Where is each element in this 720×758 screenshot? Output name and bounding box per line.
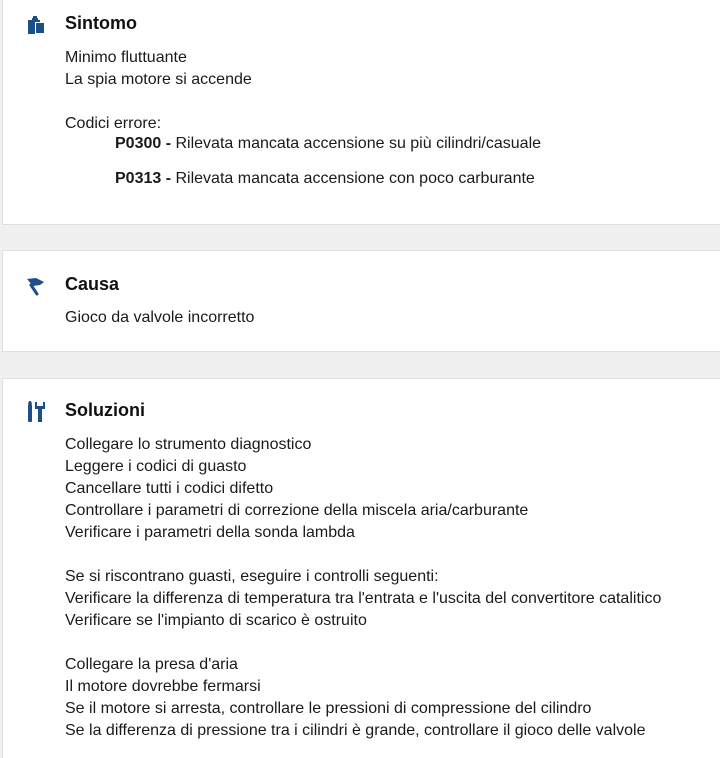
clipboard-icon bbox=[25, 14, 47, 36]
solutions-card bbox=[2, 378, 720, 758]
symptom-card bbox=[2, 0, 720, 225]
cause-title: Causa bbox=[65, 274, 120, 294]
solutions-lines bbox=[65, 434, 661, 742]
cause-card bbox=[2, 250, 720, 352]
codes-label: Codici errore: bbox=[65, 115, 162, 132]
solution-step: Collegare lo strumento diagnostico bbox=[65, 436, 312, 453]
solution-step: Controllare i parametri di correzione della miscela aria/carburante bbox=[65, 502, 529, 519]
error-code: P0300 bbox=[115, 135, 162, 152]
error-description: Rilevata mancata accensione su più cilindri/casuale bbox=[175, 135, 542, 152]
symptom-lines bbox=[65, 47, 252, 135]
symptom-line: La spia motore si accende bbox=[65, 71, 252, 88]
cause-line: Gioco da valvole incorretto bbox=[65, 309, 255, 326]
solution-step: Verificare se l'impianto di scarico è ostruito bbox=[65, 612, 367, 629]
symptom-header bbox=[25, 13, 137, 36]
solution-step: Il motore dovrebbe fermarsi bbox=[65, 678, 261, 695]
solution-step: Se il motore si arresta, controllare le pressioni di compressione del cilindro bbox=[65, 700, 592, 717]
error-description: Rilevata mancata accensione con poco carburante bbox=[175, 170, 535, 187]
cause-header bbox=[25, 274, 120, 297]
symptom-title: Sintomo bbox=[65, 13, 137, 33]
solution-step: Se la differenza di pressione tra i cilindri è grande, controllare il gioco delle valvole bbox=[65, 722, 646, 739]
solution-step: Se si riscontrano guasti, eseguire i controlli seguenti: bbox=[65, 568, 439, 585]
error-code-row: P0313 - Rilevata mancata accensione con poco carburante bbox=[115, 170, 535, 187]
solutions-title: Soluzioni bbox=[65, 400, 145, 420]
solution-step: Leggere i codici di guasto bbox=[65, 458, 247, 475]
flag-icon bbox=[25, 275, 47, 297]
tools-icon bbox=[25, 401, 47, 423]
cause-lines bbox=[65, 307, 254, 329]
solution-step: Collegare la presa d'aria bbox=[65, 656, 238, 673]
symptom-line: Minimo fluttuante bbox=[65, 49, 187, 66]
error-code-row: P0300 - Rilevata mancata accensione su più cilindri/casuale bbox=[115, 135, 542, 152]
solution-step: Verificare la differenza di temperatura tra l'entrata e l'uscita del convertitore catalitico bbox=[65, 590, 662, 607]
error-code: P0313 bbox=[115, 170, 162, 187]
solution-step: Cancellare tutti i codici difetto bbox=[65, 480, 274, 497]
solutions-header bbox=[25, 400, 145, 423]
solution-step: Verificare i parametri della sonda lambda bbox=[65, 524, 355, 541]
